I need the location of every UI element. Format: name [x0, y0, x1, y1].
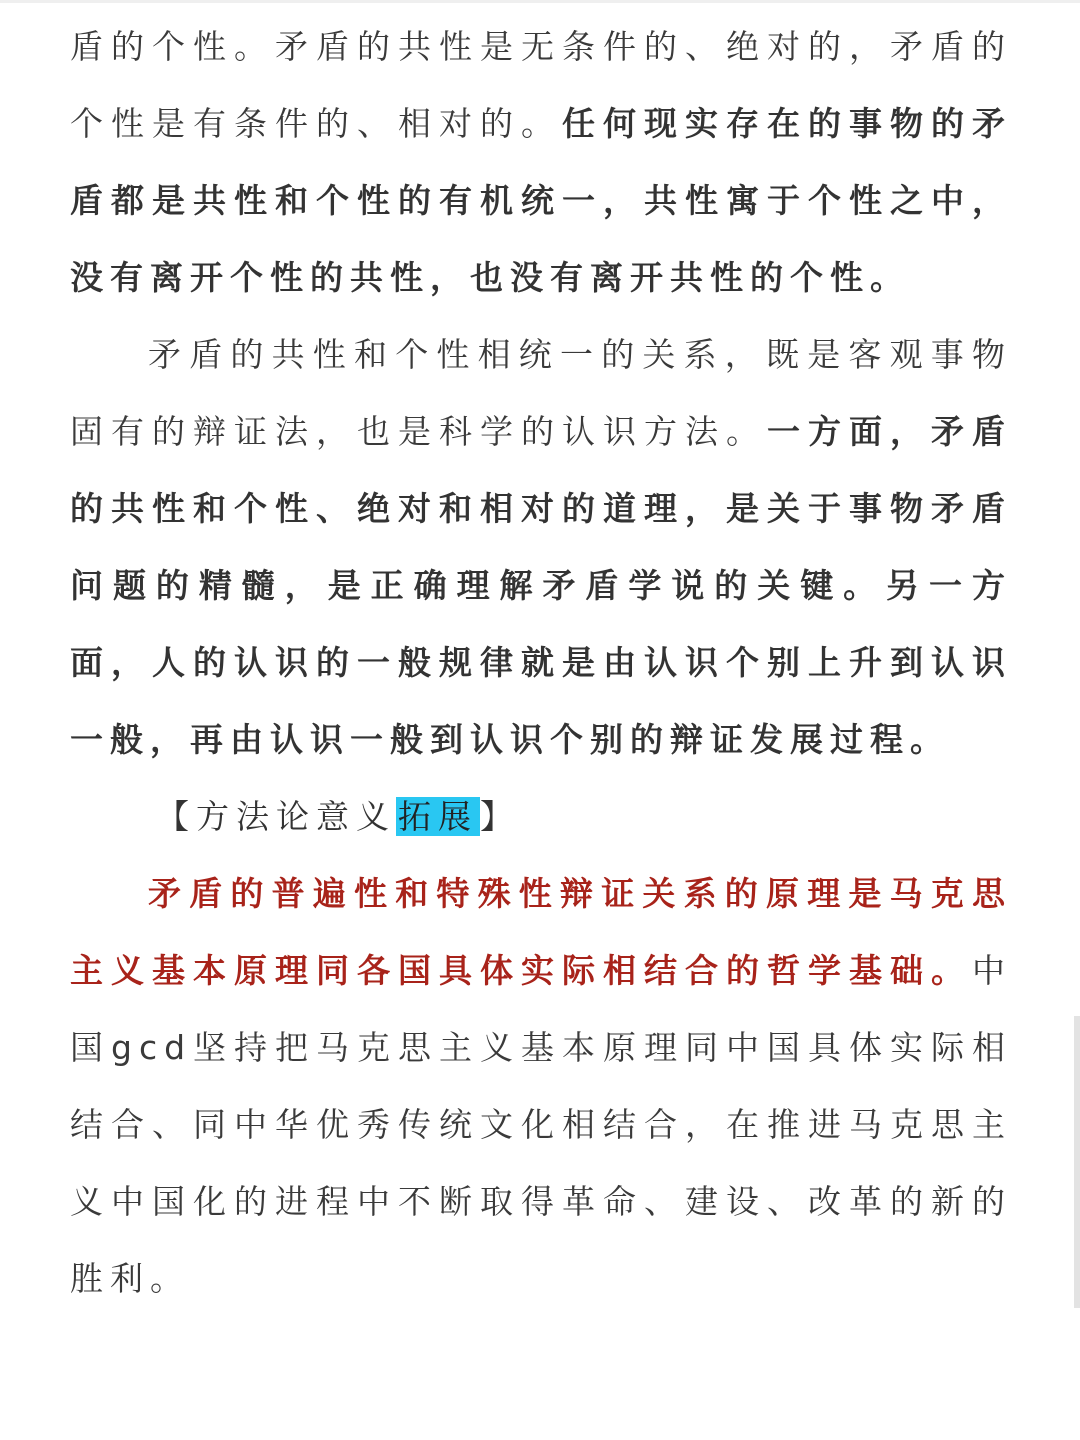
heading-close-bracket: 】 — [480, 797, 520, 836]
paragraph-3-plain-text: 中国gcd坚持把马克思主义基本原理同中国具体实际相结合、同中华优秀传统文化相结合，在推进马克思主义中国化的进程中不断取得革命、建设、改革的新的胜利。 — [70, 951, 1012, 1298]
paragraph-3 — [70, 855, 1012, 1317]
article-body — [70, 8, 1012, 1317]
paragraph-2-plain-text: 矛盾的共性和个性相统一的关系，既是客观事物固有的辩证法，也是科学的认识方法。 — [70, 335, 1012, 451]
scrollbar[interactable] — [1074, 1016, 1080, 1308]
section-heading — [70, 778, 1012, 855]
heading-text: 方法论意义 — [196, 797, 396, 836]
paragraph-2 — [70, 316, 1012, 778]
top-divider — [0, 0, 1080, 3]
paragraph-3-red-emphasis: 矛盾的普遍性和特殊性辩证关系的原理是马克思主义基本原理同各国具体实际相结合的哲学基础。 — [70, 874, 1012, 990]
paragraph-1-bold-text: 任何现实存在的事物的矛盾都是共性和个性的有机统一，共性寓于个性之中，没有离开个性的共性，也没有离开共性的个性。 — [70, 104, 1012, 297]
paragraph-1-plain-text: 盾的个性。矛盾的共性是无条件的、绝对的，矛盾的个性是有条件的、相对的。 — [70, 27, 1012, 143]
paragraph-1 — [70, 8, 1012, 316]
heading-open-bracket: 【 — [156, 797, 196, 836]
highlighted-selection[interactable]: 拓展 — [398, 797, 478, 836]
paragraph-2-bold-text: 一方面，矛盾的共性和个性、绝对和相对的道理，是关于事物矛盾问题的精髓，是正确理解矛盾学说的关键。另一方面，人的认识的一般规律就是由认识个别上升到认识一般，再由认识一般到认识个别的辩证发展过程。 — [70, 412, 1012, 759]
